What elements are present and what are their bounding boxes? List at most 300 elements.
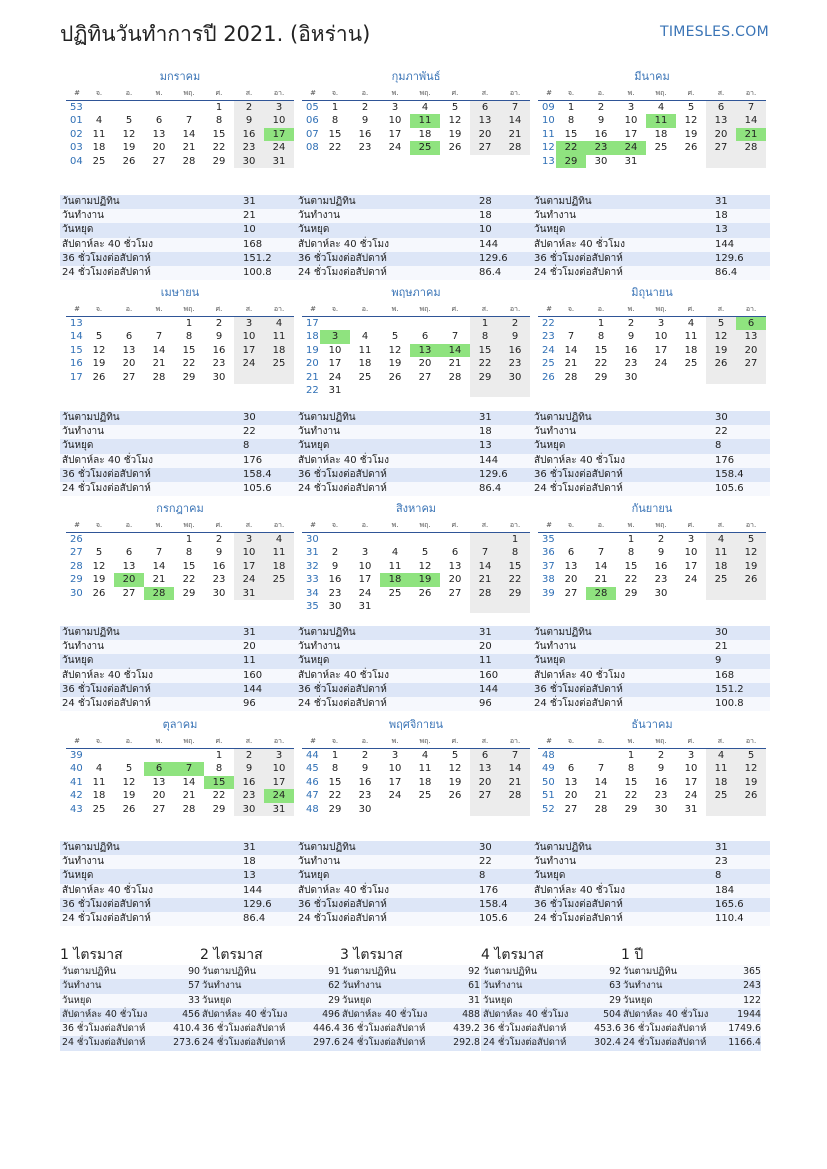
day-cell[interactable]: 29 xyxy=(624,587,638,599)
day-cell[interactable]: 13 xyxy=(152,128,166,140)
day-cell[interactable]: 20 xyxy=(564,790,578,802)
day-cell[interactable]: 29 xyxy=(212,803,226,815)
day-cell[interactable]: 20 xyxy=(152,142,166,154)
day-cell[interactable]: 24 xyxy=(264,789,294,802)
day-cell[interactable]: 18 xyxy=(706,776,736,789)
day-cell[interactable]: 14 xyxy=(470,560,500,573)
day-cell[interactable]: 10 xyxy=(654,331,668,343)
day-cell[interactable]: 20 xyxy=(122,358,136,370)
day-cell[interactable]: 27 xyxy=(564,587,578,599)
day-cell[interactable]: 15 xyxy=(328,128,342,140)
day-cell[interactable]: 26 xyxy=(736,573,766,586)
day-cell[interactable]: 31 xyxy=(328,384,342,396)
day-cell[interactable]: 10 xyxy=(264,114,294,127)
day-cell[interactable]: 10 xyxy=(684,547,698,559)
day-cell[interactable]: 2 xyxy=(627,318,635,329)
day-cell[interactable]: 8 xyxy=(500,546,530,559)
day-cell[interactable]: 30 xyxy=(358,803,372,815)
day-cell[interactable]: 23 xyxy=(358,142,372,154)
day-cell[interactable]: 29 xyxy=(594,371,608,383)
day-cell[interactable]: 2 xyxy=(361,750,369,761)
day-cell[interactable]: 14 xyxy=(564,344,578,356)
day-cell[interactable]: 8 xyxy=(627,547,635,559)
day-cell[interactable]: 24 xyxy=(264,141,294,154)
day-cell[interactable]: 26 xyxy=(122,155,136,167)
day-cell[interactable]: 18 xyxy=(684,344,698,356)
day-cell[interactable]: 20 xyxy=(448,574,462,586)
day-cell[interactable]: 27 xyxy=(448,587,462,599)
day-cell[interactable]: 7 xyxy=(174,762,204,775)
day-cell[interactable]: 19 xyxy=(410,573,440,586)
day-cell[interactable]: 25 xyxy=(418,790,432,802)
day-cell[interactable]: 9 xyxy=(234,114,264,127)
day-cell[interactable]: 21 xyxy=(500,128,530,141)
day-cell[interactable]: 3 xyxy=(687,534,695,545)
day-cell[interactable]: 25 xyxy=(358,371,372,383)
day-cell[interactable]: 31 xyxy=(624,155,638,167)
day-cell[interactable]: 18 xyxy=(358,358,372,370)
day-cell[interactable]: 6 xyxy=(736,317,766,330)
day-cell[interactable]: 20 xyxy=(418,358,432,370)
day-cell[interactable]: 21 xyxy=(182,142,196,154)
day-cell[interactable]: 26 xyxy=(122,803,136,815)
day-cell[interactable]: 19 xyxy=(122,790,136,802)
day-cell[interactable]: 25 xyxy=(654,142,668,154)
day-cell[interactable]: 3 xyxy=(687,750,695,761)
day-cell[interactable]: 13 xyxy=(122,344,136,356)
day-cell[interactable]: 6 xyxy=(125,547,133,559)
day-cell[interactable]: 22 xyxy=(328,142,342,154)
day-cell[interactable]: 24 xyxy=(388,142,402,154)
day-cell[interactable]: 10 xyxy=(234,330,264,343)
day-cell[interactable]: 18 xyxy=(418,776,432,788)
day-cell[interactable]: 27 xyxy=(122,371,136,383)
day-cell[interactable]: 21 xyxy=(152,574,166,586)
day-cell[interactable]: 26 xyxy=(706,357,736,370)
day-cell[interactable]: 12 xyxy=(706,330,736,343)
day-cell[interactable]: 25 xyxy=(410,141,440,154)
day-cell[interactable]: 7 xyxy=(185,115,193,127)
day-cell[interactable]: 29 xyxy=(470,371,500,384)
day-cell[interactable]: 23 xyxy=(328,587,342,599)
day-cell[interactable]: 8 xyxy=(215,763,223,775)
day-cell[interactable]: 4 xyxy=(361,331,369,343)
day-cell[interactable]: 2 xyxy=(500,317,530,330)
day-cell[interactable]: 9 xyxy=(597,115,605,127)
day-cell[interactable]: 7 xyxy=(500,101,530,114)
day-cell[interactable]: 25 xyxy=(92,803,106,815)
day-cell[interactable]: 11 xyxy=(410,114,440,127)
day-cell[interactable]: 16 xyxy=(624,344,638,356)
day-cell[interactable]: 26 xyxy=(736,789,766,802)
day-cell[interactable]: 18 xyxy=(264,560,294,573)
day-cell[interactable]: 16 xyxy=(358,776,372,788)
day-cell[interactable]: 15 xyxy=(564,128,578,140)
day-cell[interactable]: 23 xyxy=(212,358,226,370)
day-cell[interactable]: 8 xyxy=(470,330,500,343)
day-cell[interactable]: 1 xyxy=(331,750,339,761)
day-cell[interactable]: 2 xyxy=(331,547,339,559)
day-cell[interactable]: 22 xyxy=(212,142,226,154)
day-cell[interactable]: 25 xyxy=(706,573,736,586)
day-cell[interactable]: 6 xyxy=(125,331,133,343)
day-cell[interactable]: 22 xyxy=(624,574,638,586)
day-cell[interactable]: 15 xyxy=(470,344,500,357)
day-cell[interactable]: 19 xyxy=(736,776,766,789)
day-cell[interactable]: 2 xyxy=(657,534,665,545)
day-cell[interactable]: 19 xyxy=(122,142,136,154)
day-cell[interactable]: 11 xyxy=(706,546,736,559)
day-cell[interactable]: 1 xyxy=(627,750,635,761)
day-cell[interactable]: 24 xyxy=(234,357,264,370)
day-cell[interactable]: 8 xyxy=(215,115,223,127)
day-cell[interactable]: 29 xyxy=(500,587,530,600)
day-cell[interactable]: 15 xyxy=(624,776,638,788)
day-cell[interactable]: 10 xyxy=(328,344,342,356)
day-cell[interactable]: 17 xyxy=(358,574,372,586)
day-cell[interactable]: 10 xyxy=(388,115,402,127)
day-cell[interactable]: 7 xyxy=(155,547,163,559)
day-cell[interactable]: 23 xyxy=(654,790,668,802)
day-cell[interactable]: 30 xyxy=(500,371,530,384)
day-cell[interactable]: 12 xyxy=(736,762,766,775)
day-cell[interactable]: 8 xyxy=(567,115,575,127)
day-cell[interactable]: 27 xyxy=(564,803,578,815)
day-cell[interactable]: 24 xyxy=(684,790,698,802)
day-cell[interactable]: 9 xyxy=(215,331,223,343)
day-cell[interactable]: 15 xyxy=(212,128,226,140)
day-cell[interactable]: 13 xyxy=(448,560,462,572)
day-cell[interactable]: 12 xyxy=(92,344,106,356)
day-cell[interactable]: 6 xyxy=(155,115,163,127)
day-cell[interactable]: 7 xyxy=(597,763,605,775)
day-cell[interactable]: 16 xyxy=(234,128,264,141)
day-cell[interactable]: 28 xyxy=(594,803,608,815)
day-cell[interactable]: 1 xyxy=(185,318,193,329)
day-cell[interactable]: 15 xyxy=(624,560,638,572)
day-cell[interactable]: 20 xyxy=(470,776,500,789)
day-cell[interactable]: 27 xyxy=(152,803,166,815)
day-cell[interactable]: 13 xyxy=(564,776,578,788)
day-cell[interactable]: 14 xyxy=(500,114,530,127)
day-cell[interactable]: 8 xyxy=(331,115,339,127)
day-cell[interactable]: 3 xyxy=(391,750,399,761)
day-cell[interactable]: 10 xyxy=(358,560,372,572)
day-cell[interactable]: 11 xyxy=(706,762,736,775)
day-cell[interactable]: 14 xyxy=(594,776,608,788)
day-cell[interactable]: 3 xyxy=(391,102,399,113)
day-cell[interactable]: 6 xyxy=(470,749,500,762)
day-cell[interactable]: 26 xyxy=(418,587,432,599)
day-cell[interactable]: 30 xyxy=(654,803,668,815)
day-cell[interactable]: 6 xyxy=(144,762,174,775)
day-cell[interactable]: 8 xyxy=(185,547,193,559)
day-cell[interactable]: 20 xyxy=(564,574,578,586)
day-cell[interactable]: 20 xyxy=(706,128,736,141)
day-cell[interactable]: 14 xyxy=(152,560,166,572)
day-cell[interactable]: 25 xyxy=(684,358,698,370)
day-cell[interactable]: 1 xyxy=(331,102,339,113)
day-cell[interactable]: 18 xyxy=(264,344,294,357)
day-cell[interactable]: 14 xyxy=(736,114,766,127)
day-cell[interactable]: 3 xyxy=(320,330,350,343)
day-cell[interactable]: 18 xyxy=(654,128,668,140)
day-cell[interactable]: 31 xyxy=(264,803,294,816)
day-cell[interactable]: 22 xyxy=(556,141,586,154)
day-cell[interactable]: 16 xyxy=(500,344,530,357)
day-cell[interactable]: 7 xyxy=(736,101,766,114)
day-cell[interactable]: 23 xyxy=(624,358,638,370)
day-cell[interactable]: 17 xyxy=(328,358,342,370)
day-cell[interactable]: 5 xyxy=(687,102,695,113)
day-cell[interactable]: 17 xyxy=(234,344,264,357)
day-cell[interactable]: 14 xyxy=(594,560,608,572)
day-cell[interactable]: 18 xyxy=(380,573,410,586)
day-cell[interactable]: 7 xyxy=(500,749,530,762)
day-cell[interactable]: 9 xyxy=(361,763,369,775)
day-cell[interactable]: 21 xyxy=(152,358,166,370)
day-cell[interactable]: 2 xyxy=(361,102,369,113)
day-cell[interactable]: 4 xyxy=(95,115,103,127)
day-cell[interactable]: 25 xyxy=(92,155,106,167)
day-cell[interactable]: 29 xyxy=(328,803,342,815)
day-cell[interactable]: 1 xyxy=(567,102,575,113)
day-cell[interactable]: 5 xyxy=(451,750,459,761)
day-cell[interactable]: 2 xyxy=(234,101,264,114)
day-cell[interactable]: 7 xyxy=(597,547,605,559)
day-cell[interactable]: 28 xyxy=(564,371,578,383)
day-cell[interactable]: 16 xyxy=(234,776,264,789)
day-cell[interactable]: 26 xyxy=(92,371,106,383)
day-cell[interactable]: 1 xyxy=(215,750,223,761)
day-cell[interactable]: 4 xyxy=(421,102,429,113)
day-cell[interactable]: 22 xyxy=(182,358,196,370)
day-cell[interactable]: 5 xyxy=(451,102,459,113)
day-cell[interactable]: 5 xyxy=(736,533,766,546)
day-cell[interactable]: 1 xyxy=(597,318,605,329)
day-cell[interactable]: 5 xyxy=(95,547,103,559)
day-cell[interactable]: 16 xyxy=(328,574,342,586)
day-cell[interactable]: 19 xyxy=(448,776,462,788)
day-cell[interactable]: 6 xyxy=(567,547,575,559)
day-cell[interactable]: 9 xyxy=(215,547,223,559)
day-cell[interactable]: 27 xyxy=(736,357,766,370)
day-cell[interactable]: 26 xyxy=(448,790,462,802)
day-cell[interactable]: 16 xyxy=(212,344,226,356)
day-cell[interactable]: 22 xyxy=(500,573,530,586)
day-cell[interactable]: 21 xyxy=(182,790,196,802)
day-cell[interactable]: 21 xyxy=(736,128,766,141)
day-cell[interactable]: 30 xyxy=(234,155,264,168)
day-cell[interactable]: 15 xyxy=(328,776,342,788)
day-cell[interactable]: 2 xyxy=(657,750,665,761)
day-cell[interactable]: 14 xyxy=(182,776,196,788)
day-cell[interactable]: 11 xyxy=(92,776,106,788)
day-cell[interactable]: 6 xyxy=(706,101,736,114)
day-cell[interactable]: 30 xyxy=(594,155,608,167)
day-cell[interactable]: 5 xyxy=(391,331,399,343)
day-cell[interactable]: 30 xyxy=(234,803,264,816)
day-cell[interactable]: 22 xyxy=(470,357,500,370)
day-cell[interactable]: 25 xyxy=(264,357,294,370)
day-cell[interactable]: 11 xyxy=(264,546,294,559)
day-cell[interactable]: 30 xyxy=(212,371,226,383)
day-cell[interactable]: 29 xyxy=(556,155,586,168)
day-cell[interactable]: 1 xyxy=(215,102,223,113)
day-cell[interactable]: 1 xyxy=(500,533,530,546)
day-cell[interactable]: 30 xyxy=(654,587,668,599)
day-cell[interactable]: 23 xyxy=(212,574,226,586)
day-cell[interactable]: 10 xyxy=(684,763,698,775)
day-cell[interactable]: 29 xyxy=(182,587,196,599)
day-cell[interactable]: 22 xyxy=(328,790,342,802)
day-cell[interactable]: 18 xyxy=(418,128,432,140)
day-cell[interactable]: 21 xyxy=(470,573,500,586)
day-cell[interactable]: 18 xyxy=(92,142,106,154)
day-cell[interactable]: 23 xyxy=(586,141,616,154)
day-cell[interactable]: 9 xyxy=(361,115,369,127)
day-cell[interactable]: 20 xyxy=(736,344,766,357)
day-cell[interactable]: 23 xyxy=(234,789,264,802)
day-cell[interactable]: 8 xyxy=(597,331,605,343)
day-cell[interactable]: 23 xyxy=(358,790,372,802)
day-cell[interactable]: 3 xyxy=(657,318,665,329)
day-cell[interactable]: 20 xyxy=(152,790,166,802)
day-cell[interactable]: 17 xyxy=(264,776,294,789)
day-cell[interactable]: 31 xyxy=(358,600,372,612)
day-cell[interactable]: 3 xyxy=(361,547,369,559)
day-cell[interactable]: 7 xyxy=(567,331,575,343)
day-cell[interactable]: 18 xyxy=(706,560,736,573)
day-cell[interactable]: 16 xyxy=(212,560,226,572)
day-cell[interactable]: 1 xyxy=(470,317,500,330)
day-cell[interactable]: 13 xyxy=(470,114,500,127)
day-cell[interactable]: 13 xyxy=(152,776,166,788)
day-cell[interactable]: 21 xyxy=(500,776,530,789)
day-cell[interactable]: 19 xyxy=(388,358,402,370)
day-cell[interactable]: 1 xyxy=(185,534,193,545)
day-cell[interactable]: 30 xyxy=(624,371,638,383)
day-cell[interactable]: 27 xyxy=(470,141,500,154)
day-cell[interactable]: 14 xyxy=(440,344,470,357)
day-cell[interactable]: 12 xyxy=(448,115,462,127)
day-cell[interactable]: 21 xyxy=(594,574,608,586)
day-cell[interactable]: 27 xyxy=(122,587,136,599)
day-cell[interactable]: 12 xyxy=(684,115,698,127)
day-cell[interactable]: 28 xyxy=(586,587,616,600)
day-cell[interactable]: 15 xyxy=(182,560,196,572)
day-cell[interactable]: 27 xyxy=(152,155,166,167)
day-cell[interactable]: 17 xyxy=(388,776,402,788)
day-cell[interactable]: 11 xyxy=(418,763,432,775)
day-cell[interactable]: 9 xyxy=(657,763,665,775)
day-cell[interactable]: 30 xyxy=(212,587,226,599)
day-cell[interactable]: 10 xyxy=(264,762,294,775)
day-cell[interactable]: 22 xyxy=(212,790,226,802)
day-cell[interactable]: 17 xyxy=(264,128,294,141)
day-cell[interactable]: 14 xyxy=(500,762,530,775)
day-cell[interactable]: 9 xyxy=(657,547,665,559)
day-cell[interactable]: 12 xyxy=(418,560,432,572)
day-cell[interactable]: 29 xyxy=(212,155,226,167)
day-cell[interactable]: 5 xyxy=(736,749,766,762)
day-cell[interactable]: 14 xyxy=(152,344,166,356)
day-cell[interactable]: 2 xyxy=(234,749,264,762)
day-cell[interactable]: 23 xyxy=(654,574,668,586)
day-cell[interactable]: 16 xyxy=(654,560,668,572)
day-cell[interactable]: 27 xyxy=(470,789,500,802)
day-cell[interactable]: 5 xyxy=(125,115,133,127)
day-cell[interactable]: 1 xyxy=(627,534,635,545)
day-cell[interactable]: 7 xyxy=(451,331,459,343)
day-cell[interactable]: 2 xyxy=(597,102,605,113)
day-cell[interactable]: 11 xyxy=(646,114,676,127)
day-cell[interactable]: 3 xyxy=(234,317,264,330)
day-cell[interactable]: 12 xyxy=(388,344,402,356)
day-cell[interactable]: 11 xyxy=(388,560,402,572)
day-cell[interactable]: 11 xyxy=(92,128,106,140)
day-cell[interactable]: 15 xyxy=(594,344,608,356)
day-cell[interactable]: 3 xyxy=(234,533,264,546)
day-cell[interactable]: 24 xyxy=(654,358,668,370)
day-cell[interactable]: 28 xyxy=(500,789,530,802)
day-cell[interactable]: 19 xyxy=(92,358,106,370)
day-cell[interactable]: 24 xyxy=(328,371,342,383)
day-cell[interactable]: 5 xyxy=(125,763,133,775)
day-cell[interactable]: 16 xyxy=(358,128,372,140)
day-cell[interactable]: 6 xyxy=(470,101,500,114)
day-cell[interactable]: 20 xyxy=(470,128,500,141)
day-cell[interactable]: 12 xyxy=(122,776,136,788)
day-cell[interactable]: 5 xyxy=(421,547,429,559)
day-cell[interactable]: 3 xyxy=(264,749,294,762)
day-cell[interactable]: 10 xyxy=(624,115,638,127)
day-cell[interactable]: 3 xyxy=(627,102,635,113)
day-cell[interactable]: 2 xyxy=(215,318,223,329)
day-cell[interactable]: 28 xyxy=(470,587,500,600)
day-cell[interactable]: 11 xyxy=(358,344,372,356)
day-cell[interactable]: 24 xyxy=(234,573,264,586)
day-cell[interactable]: 17 xyxy=(654,344,668,356)
day-cell[interactable]: 11 xyxy=(264,330,294,343)
day-cell[interactable]: 10 xyxy=(234,546,264,559)
day-cell[interactable]: 4 xyxy=(391,547,399,559)
day-cell[interactable]: 31 xyxy=(684,803,698,815)
day-cell[interactable]: 30 xyxy=(328,600,342,612)
day-cell[interactable]: 2 xyxy=(215,534,223,545)
day-cell[interactable]: 17 xyxy=(388,128,402,140)
day-cell[interactable]: 23 xyxy=(234,141,264,154)
day-cell[interactable]: 17 xyxy=(684,776,698,788)
day-cell[interactable]: 4 xyxy=(264,533,294,546)
day-cell[interactable]: 12 xyxy=(122,128,136,140)
day-cell[interactable]: 13 xyxy=(470,762,500,775)
day-cell[interactable]: 19 xyxy=(684,128,698,140)
day-cell[interactable]: 14 xyxy=(182,128,196,140)
day-cell[interactable]: 3 xyxy=(264,101,294,114)
day-cell[interactable]: 6 xyxy=(567,763,575,775)
day-cell[interactable]: 13 xyxy=(736,330,766,343)
day-cell[interactable]: 13 xyxy=(564,560,578,572)
day-cell[interactable]: 4 xyxy=(657,102,665,113)
day-cell[interactable]: 27 xyxy=(418,371,432,383)
day-cell[interactable]: 20 xyxy=(114,573,144,586)
day-cell[interactable]: 5 xyxy=(95,331,103,343)
day-cell[interactable]: 13 xyxy=(706,114,736,127)
day-cell[interactable]: 24 xyxy=(388,790,402,802)
day-cell[interactable]: 22 xyxy=(182,574,196,586)
day-cell[interactable]: 13 xyxy=(410,344,440,357)
